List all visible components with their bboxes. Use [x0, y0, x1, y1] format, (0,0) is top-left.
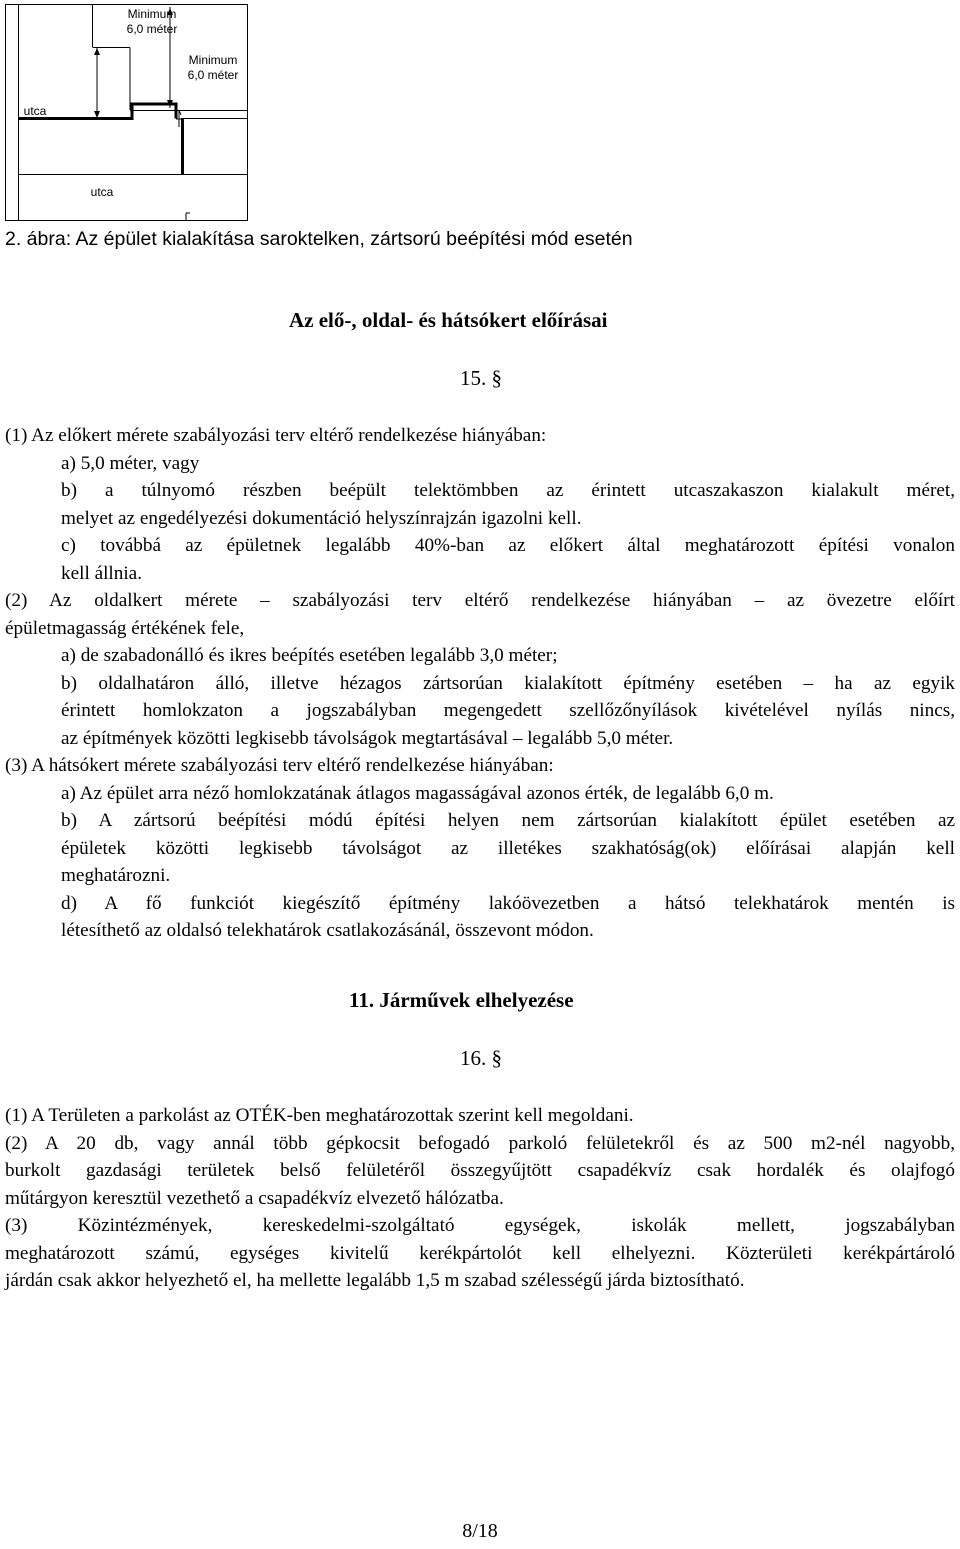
p16-3-line3: járdán csak akkor helyezhető el, ha mellette legalább 1,5 m szabad szélességű járda biztosítható. [5, 1270, 745, 1291]
p15-3-d-line2: létesíthető az oldalsó telekhatárok csatlakozásánál, összevont módon. [61, 920, 594, 941]
p15-1-c-line2: kell állnia. [61, 562, 142, 584]
p15-3-b-line3: meghatározni. [61, 865, 171, 886]
p15-1-b-line2: melyet az engedélyezési dokumentáció helyszínrajzán igazolni kell. [61, 507, 582, 529]
p15-1-intro: (1) Az előkert mérete szabályozási terv eltérő rendelkezése hiányában: [5, 425, 547, 446]
p15-2-b-line3: az építmények közötti legkisebb távolságok megtartásával – legalább 5,0 méter. [61, 727, 674, 749]
p15-2-b-line1: b) oldalhatáron álló, illetve hézagos zártsorúan kialakított építmény esetében – ha az egyik [61, 672, 955, 694]
p16-3-line2: meghatározott számú, egységes kivitelű kerékpártolót kell elhelyezni. Közterületi kerékpártároló [5, 1242, 955, 1264]
paragraph-number-16: 16. § [460, 1046, 502, 1070]
figure-label-minimum-1: Minimum 6,0 méter [126, 7, 178, 36]
p15-2-a: a) de szabadonálló és ikres beépítés esetében legalább 3,0 méter; [61, 645, 558, 666]
p15-2-b-line2: érintett homlokzaton a jogszabályban megengedett szellőzőnyílások kivételével nyílás nincs, [61, 700, 955, 721]
section-title-vehicles: 11. Járművek elhelyezése [349, 988, 574, 1012]
p15-2-line2: épületmagasság értékének fele, [5, 617, 245, 639]
p16-2-line3: műtárgyon keresztül vezethető a csapadékvíz elvezető hálózatba. [5, 1187, 504, 1209]
figure-label-street-left: utca [23, 104, 47, 118]
figure-label-street-bottom: utca [90, 185, 114, 199]
figure-label-minimum-2: Minimum 6,0 méter [187, 53, 239, 82]
page-number: 8/18 [462, 1520, 498, 1542]
paragraph-15-body [5, 422, 955, 945]
p15-3-a: a) Az épület arra néző homlokzatának átlagos magasságával azonos érték, de legalább 6,0 m. [61, 782, 774, 804]
p15-3-b-line1: b) A zártsorú beépítési módú építési helyen nem zártsorúan kialakított épület esetében az [61, 810, 955, 831]
paragraph-16-body [5, 1102, 955, 1295]
p15-1-b-line1: b) a túlnyomó részben beépült telektömbben az érintett utcaszakaszon kialakult méret, [61, 480, 955, 501]
p16-2-line1: (2) A 20 db, vagy annál több gépkocsit befogadó parkoló felületekről és az 500 m2-nél nagyobb, [5, 1132, 955, 1154]
section-title-yards: Az elő-, oldal- és hátsókert előírásai [289, 308, 608, 332]
paragraph-number-15: 15. § [460, 366, 502, 390]
p15-3-d-line1: d) A fő funkciót kiegészítő építmény lakóövezetben a hátsó telekhatárok mentén is [61, 892, 955, 914]
p15-1-a: a) 5,0 méter, vagy [61, 452, 200, 474]
p16-1: (1) A Területen a parkolást az OTÉK-ben meghatározottak szerint kell megoldani. [5, 1105, 634, 1126]
p15-3-intro: (3) A hátsókert mérete szabályozási terv eltérő rendelkezése hiányában: [5, 755, 554, 776]
p16-2-line2: burkolt gazdasági területek belső felületéről összegyűjtött csapadékvíz csak hordalék és olajfogó [5, 1160, 955, 1181]
figure-caption: 2. ábra: Az épület kialakítása saroktelken, zártsorú beépítési mód esetén [5, 228, 633, 250]
figure-site-plan [0, 0, 960, 225]
p15-1-c-line1: c) továbbá az épületnek legalább 40%-ban az előkert által meghatározott építési vonalon [61, 535, 955, 556]
p15-2-line1: (2) Az oldalkert mérete – szabályozási terv eltérő rendelkezése hiányában – az övezetre előírt [5, 590, 955, 611]
p16-3-line1: (3) Közintézmények, kereskedelmi-szolgáltató egységek, iskolák mellett, jogszabályban [5, 1215, 955, 1236]
p15-3-b-line2: épületek közötti legkisebb távolságot az illetékes szakhatóság(ok) előírásai alapján kell [61, 837, 955, 859]
